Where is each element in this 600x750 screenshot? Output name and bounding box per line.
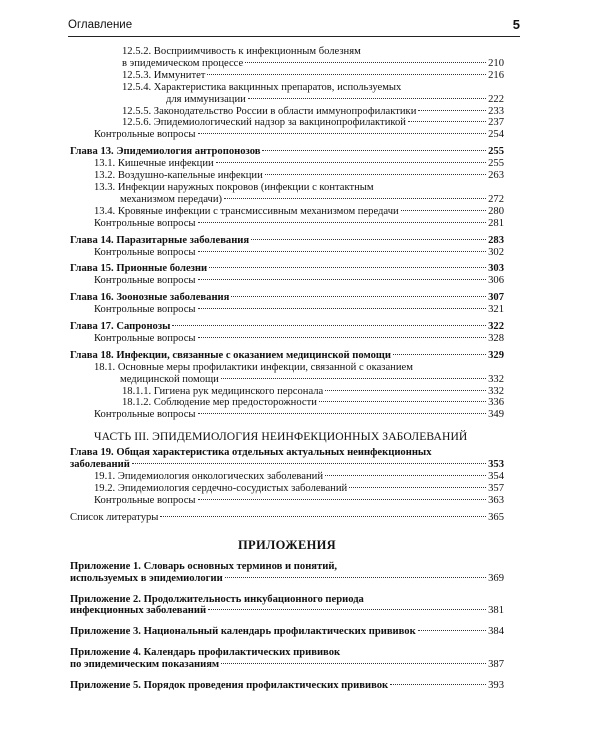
chapter-title: Глава 14. Паразитарные заболевания bbox=[70, 234, 250, 246]
toc-entry-text: 12.5.2. Восприимчивость к инфекционным болезням bbox=[122, 46, 361, 57]
appendix-title: Приложение 5. Порядок проведения профилактических прививок bbox=[70, 680, 389, 692]
toc-chapter[interactable] bbox=[70, 350, 504, 362]
toc-entry[interactable] bbox=[70, 206, 504, 218]
toc-page-number: 237 bbox=[488, 117, 504, 129]
toc-entry-text: 13.1. Кишечные инфекции bbox=[94, 158, 214, 170]
chapter-title: Глава 15. Прионные болезни bbox=[70, 263, 208, 275]
appendix-title: инфекционных заболеваний bbox=[70, 605, 207, 617]
appendix-title: Приложение 4. Календарь профилактических прививок bbox=[70, 647, 341, 659]
toc-page-number: 349 bbox=[488, 409, 504, 421]
toc-entry-text: 18.1. Основные меры профилактики инфекции, связанной с оказанием bbox=[94, 361, 413, 373]
toc-page-number: 393 bbox=[488, 680, 504, 692]
chapter-title: Глава 13. Эпидемиология антропонозов bbox=[70, 146, 261, 158]
toc-page-number: 384 bbox=[488, 626, 504, 638]
toc-page-number: 357 bbox=[488, 483, 504, 494]
toc-entry-text: 12.5.5. Законодательство России в области иммунопрофилактики bbox=[122, 105, 417, 117]
toc-page-number: 280 bbox=[488, 205, 504, 217]
toc-entry-text: Контрольные вопросы bbox=[94, 129, 196, 141]
toc-page-number: 387 bbox=[488, 659, 504, 671]
toc-entry-text: 12.5.3. Иммунитет bbox=[122, 69, 206, 81]
toc-entry-text: Контрольные вопросы bbox=[94, 332, 196, 344]
appendix-title: Приложение 3. Национальный календарь профилактических прививок bbox=[70, 626, 416, 638]
toc-page-number: 222 bbox=[488, 93, 504, 105]
toc-page-number: 233 bbox=[488, 105, 504, 117]
toc-entry-text: 19.2. Эпидемиология сердечно-сосудистых заболеваний bbox=[94, 483, 348, 494]
toc-page-number: 321 bbox=[488, 304, 504, 316]
toc-chapter[interactable] bbox=[70, 321, 504, 333]
toc-page-number: 336 bbox=[488, 397, 504, 409]
toc-entry[interactable] bbox=[70, 106, 504, 118]
toc-chapter[interactable] bbox=[70, 447, 504, 471]
running-header bbox=[68, 16, 520, 37]
toc-entry-text: 12.5.4. Характеристика вакцинных препаратов, используемых bbox=[122, 81, 402, 93]
toc-chapter[interactable] bbox=[70, 292, 504, 304]
toc-page-number: 329 bbox=[488, 349, 504, 361]
toc-entry-text: 12.5.6. Эпидемиологический надзор за вакцинопрофилактикой bbox=[122, 117, 406, 129]
toc-page-number: 307 bbox=[488, 292, 504, 304]
toc-page-number: 332 bbox=[488, 373, 504, 385]
appendix-heading: ПРИЛОЖЕНИЯ bbox=[238, 537, 336, 552]
toc-entry[interactable] bbox=[70, 397, 504, 409]
page-number: 5 bbox=[512, 17, 520, 32]
toc-page-number: 272 bbox=[488, 193, 504, 205]
chapter-title: Глава 17. Сапронозы bbox=[70, 321, 171, 333]
toc-entry[interactable] bbox=[70, 409, 504, 421]
part-heading: ЧАСТЬ III. ЭПИДЕМИОЛОГИЯ НЕИНФЕКЦИОННЫХ ЗАБОЛЕВАНИЙ bbox=[94, 430, 468, 444]
appendix-title: Приложение 2. Продолжительность инкубационного периода bbox=[70, 593, 364, 605]
toc-page-number: 263 bbox=[488, 170, 504, 182]
toc-page-number: 216 bbox=[488, 69, 504, 81]
toc-page-number: 328 bbox=[488, 332, 504, 344]
toc-entry-text: 18.1.1. Гигиена рук медицинского персонала bbox=[122, 385, 324, 397]
toc-entry-text: 13.4. Кровяные инфекции с трансмиссивным механизмом передачи bbox=[94, 205, 399, 217]
appendix-title: Приложение 1. Словарь основных терминов и понятий, bbox=[70, 560, 338, 572]
toc-entry[interactable] bbox=[70, 218, 504, 230]
toc-page-number: 303 bbox=[488, 263, 504, 275]
header-title: Оглавление bbox=[68, 19, 133, 31]
appendix-title: используемых в эпидемиологии bbox=[70, 572, 223, 584]
toc-entry-text: 19.1. Эпидемиология онкологических заболеваний bbox=[94, 471, 323, 483]
toc-appendix[interactable] bbox=[70, 561, 504, 585]
toc-chapter[interactable] bbox=[70, 235, 504, 247]
toc-entry[interactable] bbox=[70, 170, 504, 182]
toc-entry[interactable] bbox=[70, 129, 504, 141]
toc-appendix[interactable] bbox=[70, 647, 504, 671]
chapter-title: заболеваний bbox=[70, 459, 130, 471]
toc-entry-text: Список литературы bbox=[70, 511, 159, 523]
toc-entry[interactable] bbox=[70, 70, 504, 82]
table-of-contents bbox=[70, 46, 504, 692]
toc-entry-text: 18.1.2. Соблюдение мер предосторожности bbox=[122, 397, 317, 409]
toc-appendix[interactable] bbox=[70, 680, 504, 692]
toc-entry[interactable] bbox=[70, 483, 504, 495]
toc-page-number: 255 bbox=[488, 146, 504, 158]
toc-chapter[interactable] bbox=[70, 263, 504, 275]
toc-page-number: 354 bbox=[488, 471, 504, 483]
toc-entry-text: механизмом передачи) bbox=[120, 193, 223, 205]
toc-page-number: 283 bbox=[488, 234, 504, 246]
toc-entry[interactable] bbox=[70, 158, 504, 170]
toc-entry[interactable] bbox=[70, 82, 504, 106]
toc-entry[interactable] bbox=[70, 247, 504, 259]
toc-page-number: 306 bbox=[488, 275, 504, 287]
toc-page-number: 281 bbox=[488, 217, 504, 229]
toc-page-number: 381 bbox=[488, 605, 504, 617]
toc-entry[interactable] bbox=[70, 333, 504, 345]
toc-page-number: 353 bbox=[488, 459, 504, 471]
toc-entry-bibliography[interactable] bbox=[70, 512, 504, 524]
toc-page-number: 332 bbox=[488, 385, 504, 397]
toc-page-number: 365 bbox=[488, 511, 504, 523]
toc-page-number: 363 bbox=[488, 494, 504, 506]
toc-entry[interactable] bbox=[70, 495, 504, 507]
toc-page-number: 255 bbox=[488, 158, 504, 170]
chapter-title: Глава 18. Инфекции, связанные с оказанием медицинской помощи bbox=[70, 349, 391, 361]
toc-entry[interactable] bbox=[70, 304, 504, 316]
toc-entry[interactable] bbox=[70, 182, 504, 206]
toc-entry[interactable] bbox=[70, 117, 504, 129]
toc-entry-text: медицинской помощи bbox=[120, 373, 219, 385]
toc-entry-text: Контрольные вопросы bbox=[94, 494, 196, 506]
toc-entry-text: 13.2. Воздушно-капельные инфекции bbox=[94, 170, 263, 182]
toc-page-number: 322 bbox=[488, 321, 504, 333]
toc-page-number: 254 bbox=[488, 129, 504, 141]
toc-appendix[interactable] bbox=[70, 626, 504, 638]
appendix-title: по эпидемическим показаниям bbox=[70, 659, 220, 671]
toc-page-number: 210 bbox=[488, 57, 504, 69]
toc-entry-text: Контрольные вопросы bbox=[94, 409, 196, 421]
toc-entry-text: 13.3. Инфекции наружных покровов (инфекции с контактным bbox=[94, 181, 374, 193]
toc-entry-text: в эпидемическом процессе bbox=[122, 57, 244, 69]
chapter-title: Глава 16. Зоонозные заболевания bbox=[70, 292, 230, 304]
toc-entry[interactable] bbox=[70, 46, 504, 70]
toc-entry-text: Контрольные вопросы bbox=[94, 304, 196, 316]
toc-entry-text: Контрольные вопросы bbox=[94, 246, 196, 258]
toc-entry-text: Контрольные вопросы bbox=[94, 217, 196, 229]
toc-page-number: 302 bbox=[488, 246, 504, 258]
toc-entry[interactable] bbox=[70, 386, 504, 398]
toc-entry[interactable] bbox=[70, 275, 504, 287]
toc-page-number: 369 bbox=[488, 572, 504, 584]
toc-entry[interactable] bbox=[70, 362, 504, 386]
chapter-title: Глава 19. Общая характеристика отдельных актуальных неинфекционных bbox=[70, 447, 432, 459]
toc-chapter[interactable] bbox=[70, 146, 504, 158]
toc-entry-text: Контрольные вопросы bbox=[94, 275, 196, 287]
toc-entry[interactable] bbox=[70, 471, 504, 483]
toc-entry-text: для иммунизации bbox=[166, 93, 246, 105]
toc-appendix[interactable] bbox=[70, 594, 504, 618]
